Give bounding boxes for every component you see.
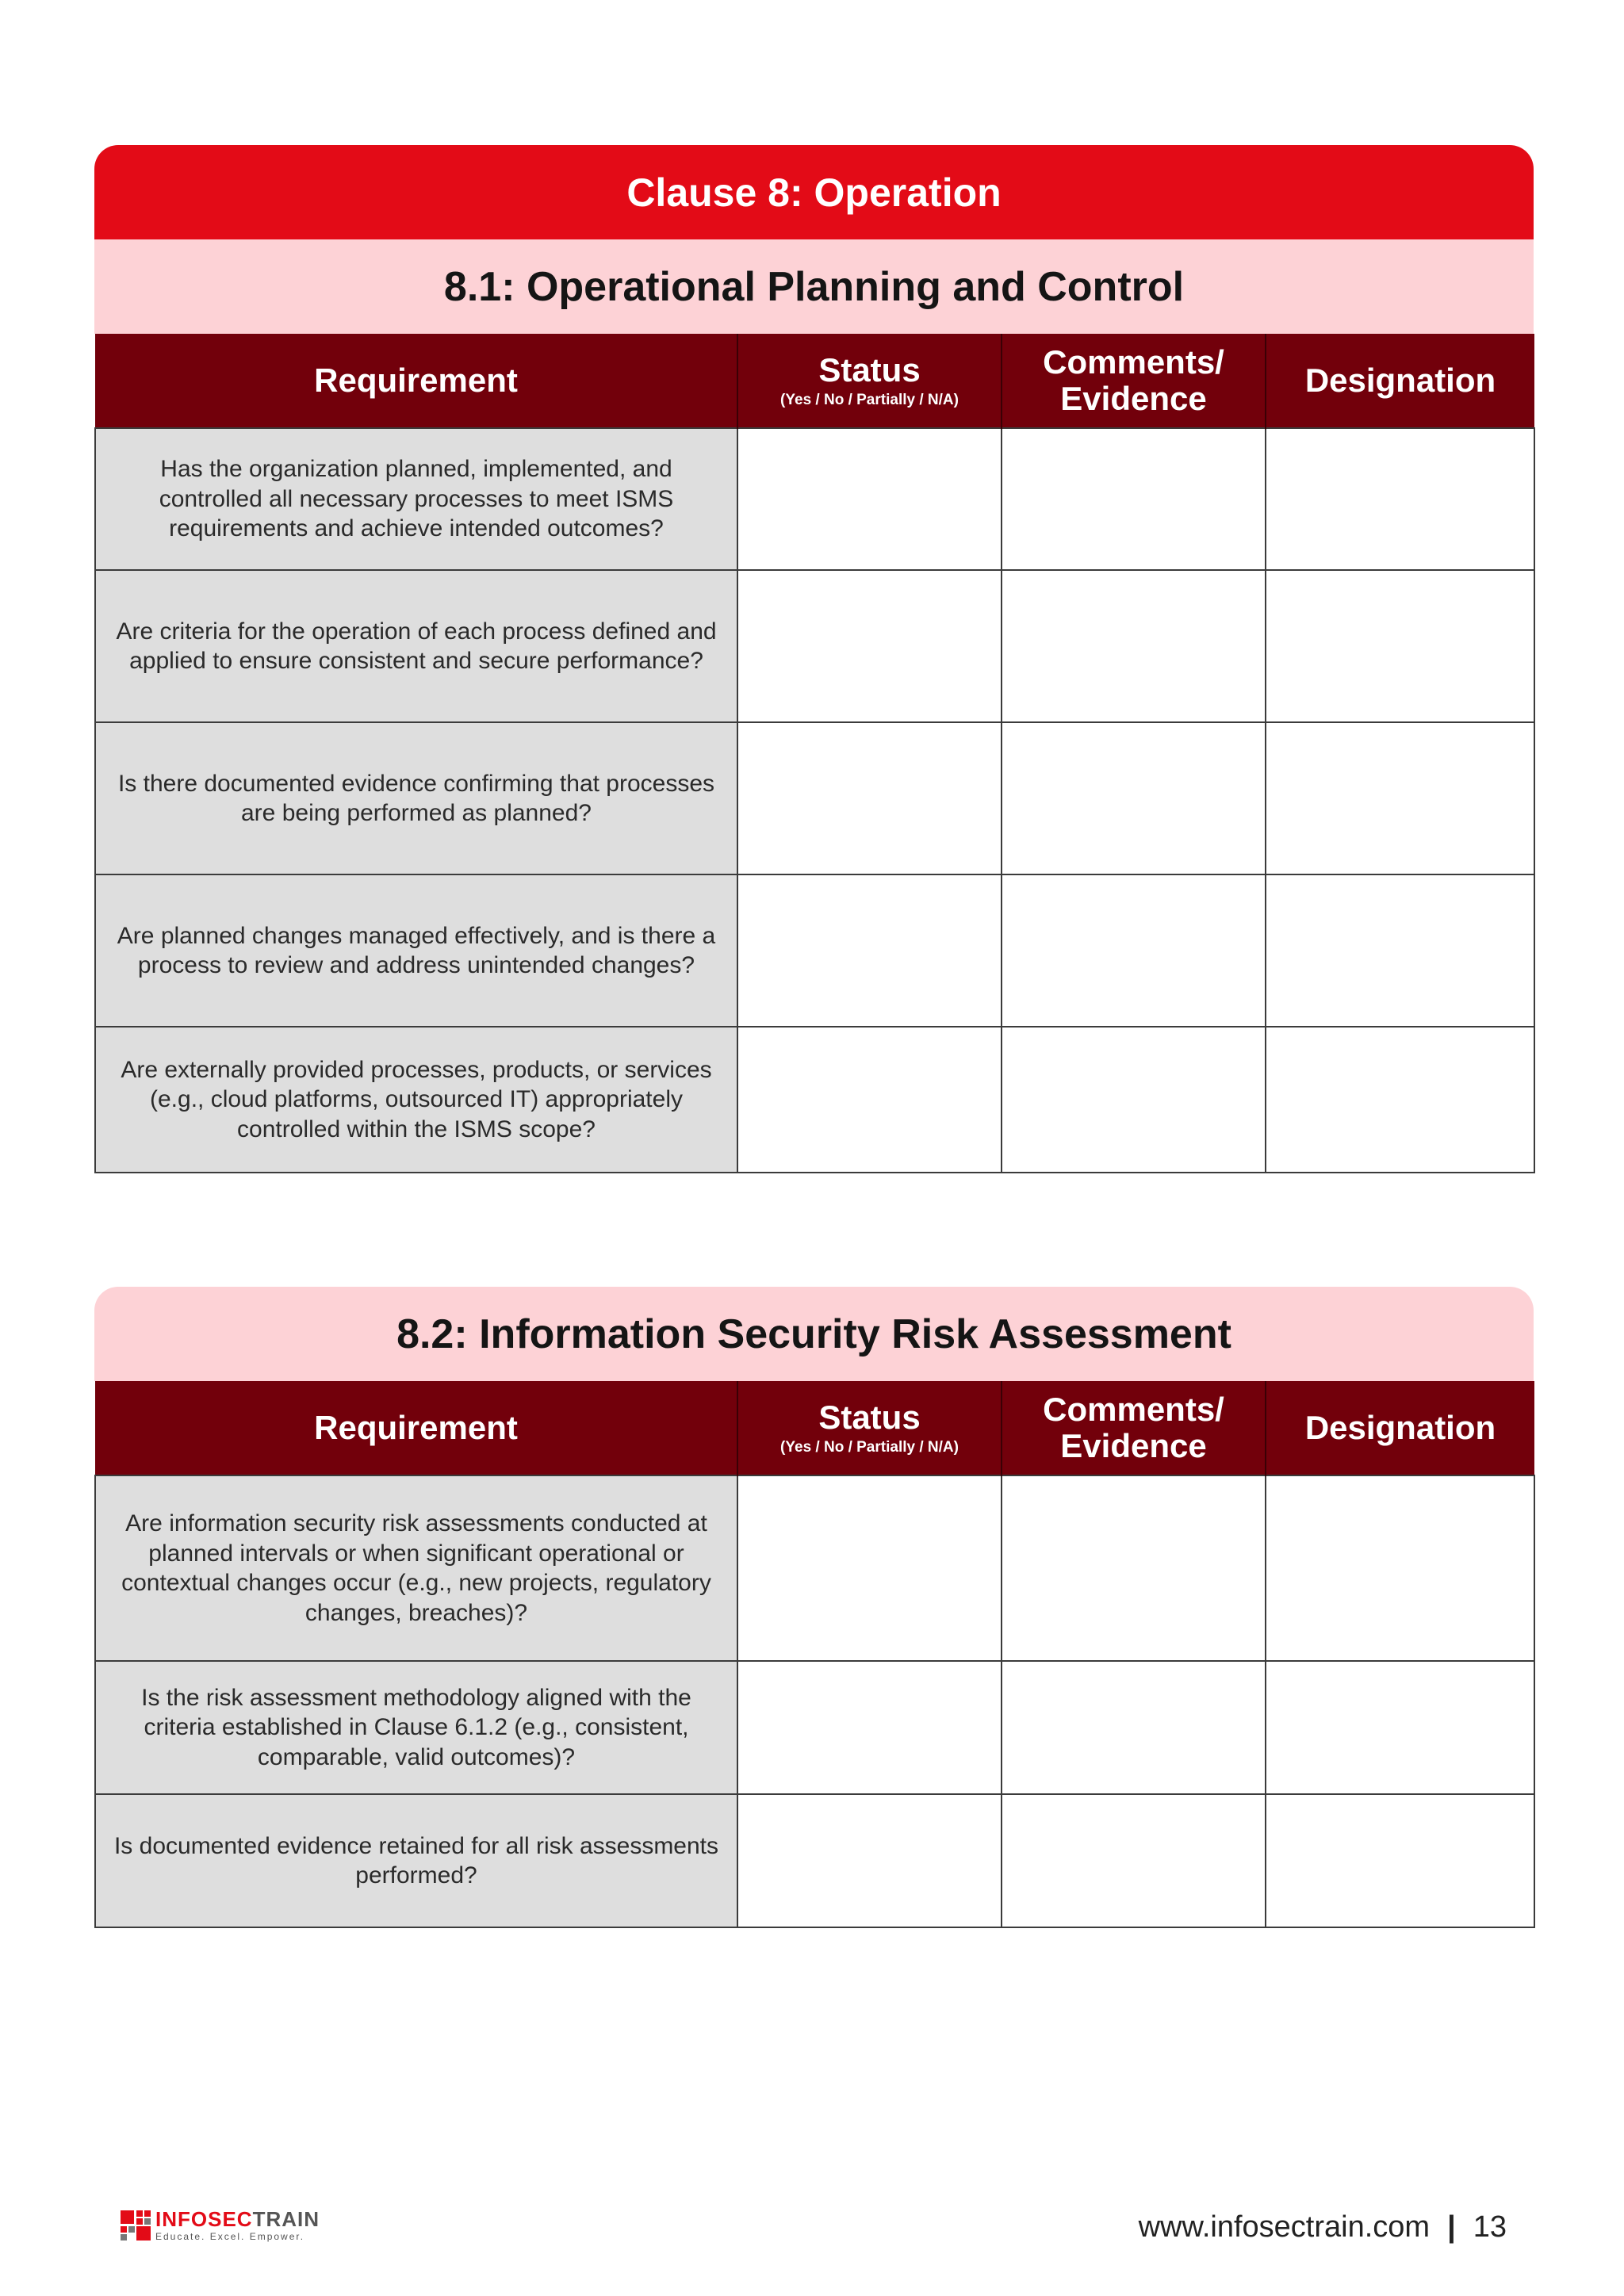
table-row [95, 1475, 1534, 1661]
designation-cell[interactable] [1266, 570, 1534, 722]
status-options: (Yes / No / Partially / N/A) [780, 391, 959, 408]
comments-cell[interactable] [1002, 428, 1266, 570]
section-8-1-table [94, 334, 1535, 1173]
website-link[interactable]: www.infosectrain.com [1138, 2210, 1431, 2244]
designation-cell[interactable] [1266, 1475, 1534, 1661]
footer-separator: | [1447, 2210, 1456, 2244]
header-comments: Comments/ Evidence [1002, 334, 1266, 428]
requirement-cell: Are criteria for the operation of each process defined and applied to ensure consistent and secure performance? [95, 570, 737, 722]
logo-tagline: Educate. Excel. Empower. [155, 2231, 305, 2242]
comments-cell[interactable] [1002, 1027, 1266, 1173]
comments-cell[interactable] [1002, 1794, 1266, 1927]
requirement-cell: Is documented evidence retained for all risk assessments performed? [95, 1794, 737, 1927]
table-row [95, 722, 1534, 874]
header-status: Status (Yes / No / Partially / N/A) [737, 334, 1002, 428]
table-row [95, 874, 1534, 1027]
status-cell[interactable] [737, 874, 1002, 1027]
header-requirement: Requirement [95, 1381, 737, 1475]
requirement-cell: Are externally provided processes, products, or services (e.g., cloud platforms, outsourced IT) appropriately controlled within the ISMS scope? [95, 1027, 737, 1173]
status-cell[interactable] [737, 722, 1002, 874]
section-8-2-block [94, 1287, 1534, 1928]
comments-cell[interactable] [1002, 874, 1266, 1027]
section-8-1-block [94, 145, 1534, 1173]
table-row [95, 570, 1534, 722]
status-cell[interactable] [737, 1027, 1002, 1173]
status-cell[interactable] [737, 1661, 1002, 1794]
designation-cell[interactable] [1266, 1794, 1534, 1927]
table-row [95, 1794, 1534, 1927]
clause-title: Clause 8: Operation [94, 145, 1534, 239]
logo-name: INFOSECTRAIN [155, 2207, 320, 2231]
page-number: 13 [1473, 2210, 1507, 2244]
logo-grid-icon [121, 2210, 151, 2241]
designation-cell[interactable] [1266, 428, 1534, 570]
table-row [95, 428, 1534, 570]
requirement-cell: Is there documented evidence confirming that processes are being performed as planned? [95, 722, 737, 874]
comments-cell[interactable] [1002, 1661, 1266, 1794]
table-header-row [95, 334, 1534, 428]
header-status: Status (Yes / No / Partially / N/A) [737, 1381, 1002, 1475]
designation-cell[interactable] [1266, 874, 1534, 1027]
header-requirement: Requirement [95, 334, 737, 428]
status-options: (Yes / No / Partially / N/A) [780, 1438, 959, 1456]
designation-cell[interactable] [1266, 1661, 1534, 1794]
designation-cell[interactable] [1266, 1027, 1534, 1173]
comments-cell[interactable] [1002, 1475, 1266, 1661]
table-row [95, 1027, 1534, 1173]
status-cell[interactable] [737, 570, 1002, 722]
designation-cell[interactable] [1266, 722, 1534, 874]
requirement-cell: Is the risk assessment methodology aligned with the criteria established in Clause 6.1.2 (e.g., consistent, comparable, valid outcomes)? [95, 1661, 737, 1794]
footer-info [1139, 2210, 1507, 2244]
status-cell[interactable] [737, 1794, 1002, 1927]
table-header-row [95, 1381, 1534, 1475]
requirement-cell: Are information security risk assessments conducted at planned intervals or when significant operational or contextual changes occur (e.g., new projects, regulatory changes, breaches)? [95, 1475, 737, 1661]
section-8-2-table [94, 1381, 1535, 1928]
status-cell[interactable] [737, 1475, 1002, 1661]
header-comments: Comments/ Evidence [1002, 1381, 1266, 1475]
comments-cell[interactable] [1002, 722, 1266, 874]
requirement-cell: Has the organization planned, implemented, and controlled all necessary processes to meet ISMS requirements and achieve intended outcomes? [95, 428, 737, 570]
section-8-2-title: 8.2: Information Security Risk Assessment [94, 1287, 1534, 1381]
section-8-1-title: 8.1: Operational Planning and Control [94, 239, 1534, 334]
infosectrain-logo [121, 2209, 320, 2241]
table-row [95, 1661, 1534, 1794]
comments-cell[interactable] [1002, 570, 1266, 722]
status-cell[interactable] [737, 428, 1002, 570]
header-designation: Designation [1266, 1381, 1534, 1475]
header-designation: Designation [1266, 334, 1534, 428]
requirement-cell: Are planned changes managed effectively, and is there a process to review and address unintended changes? [95, 874, 737, 1027]
